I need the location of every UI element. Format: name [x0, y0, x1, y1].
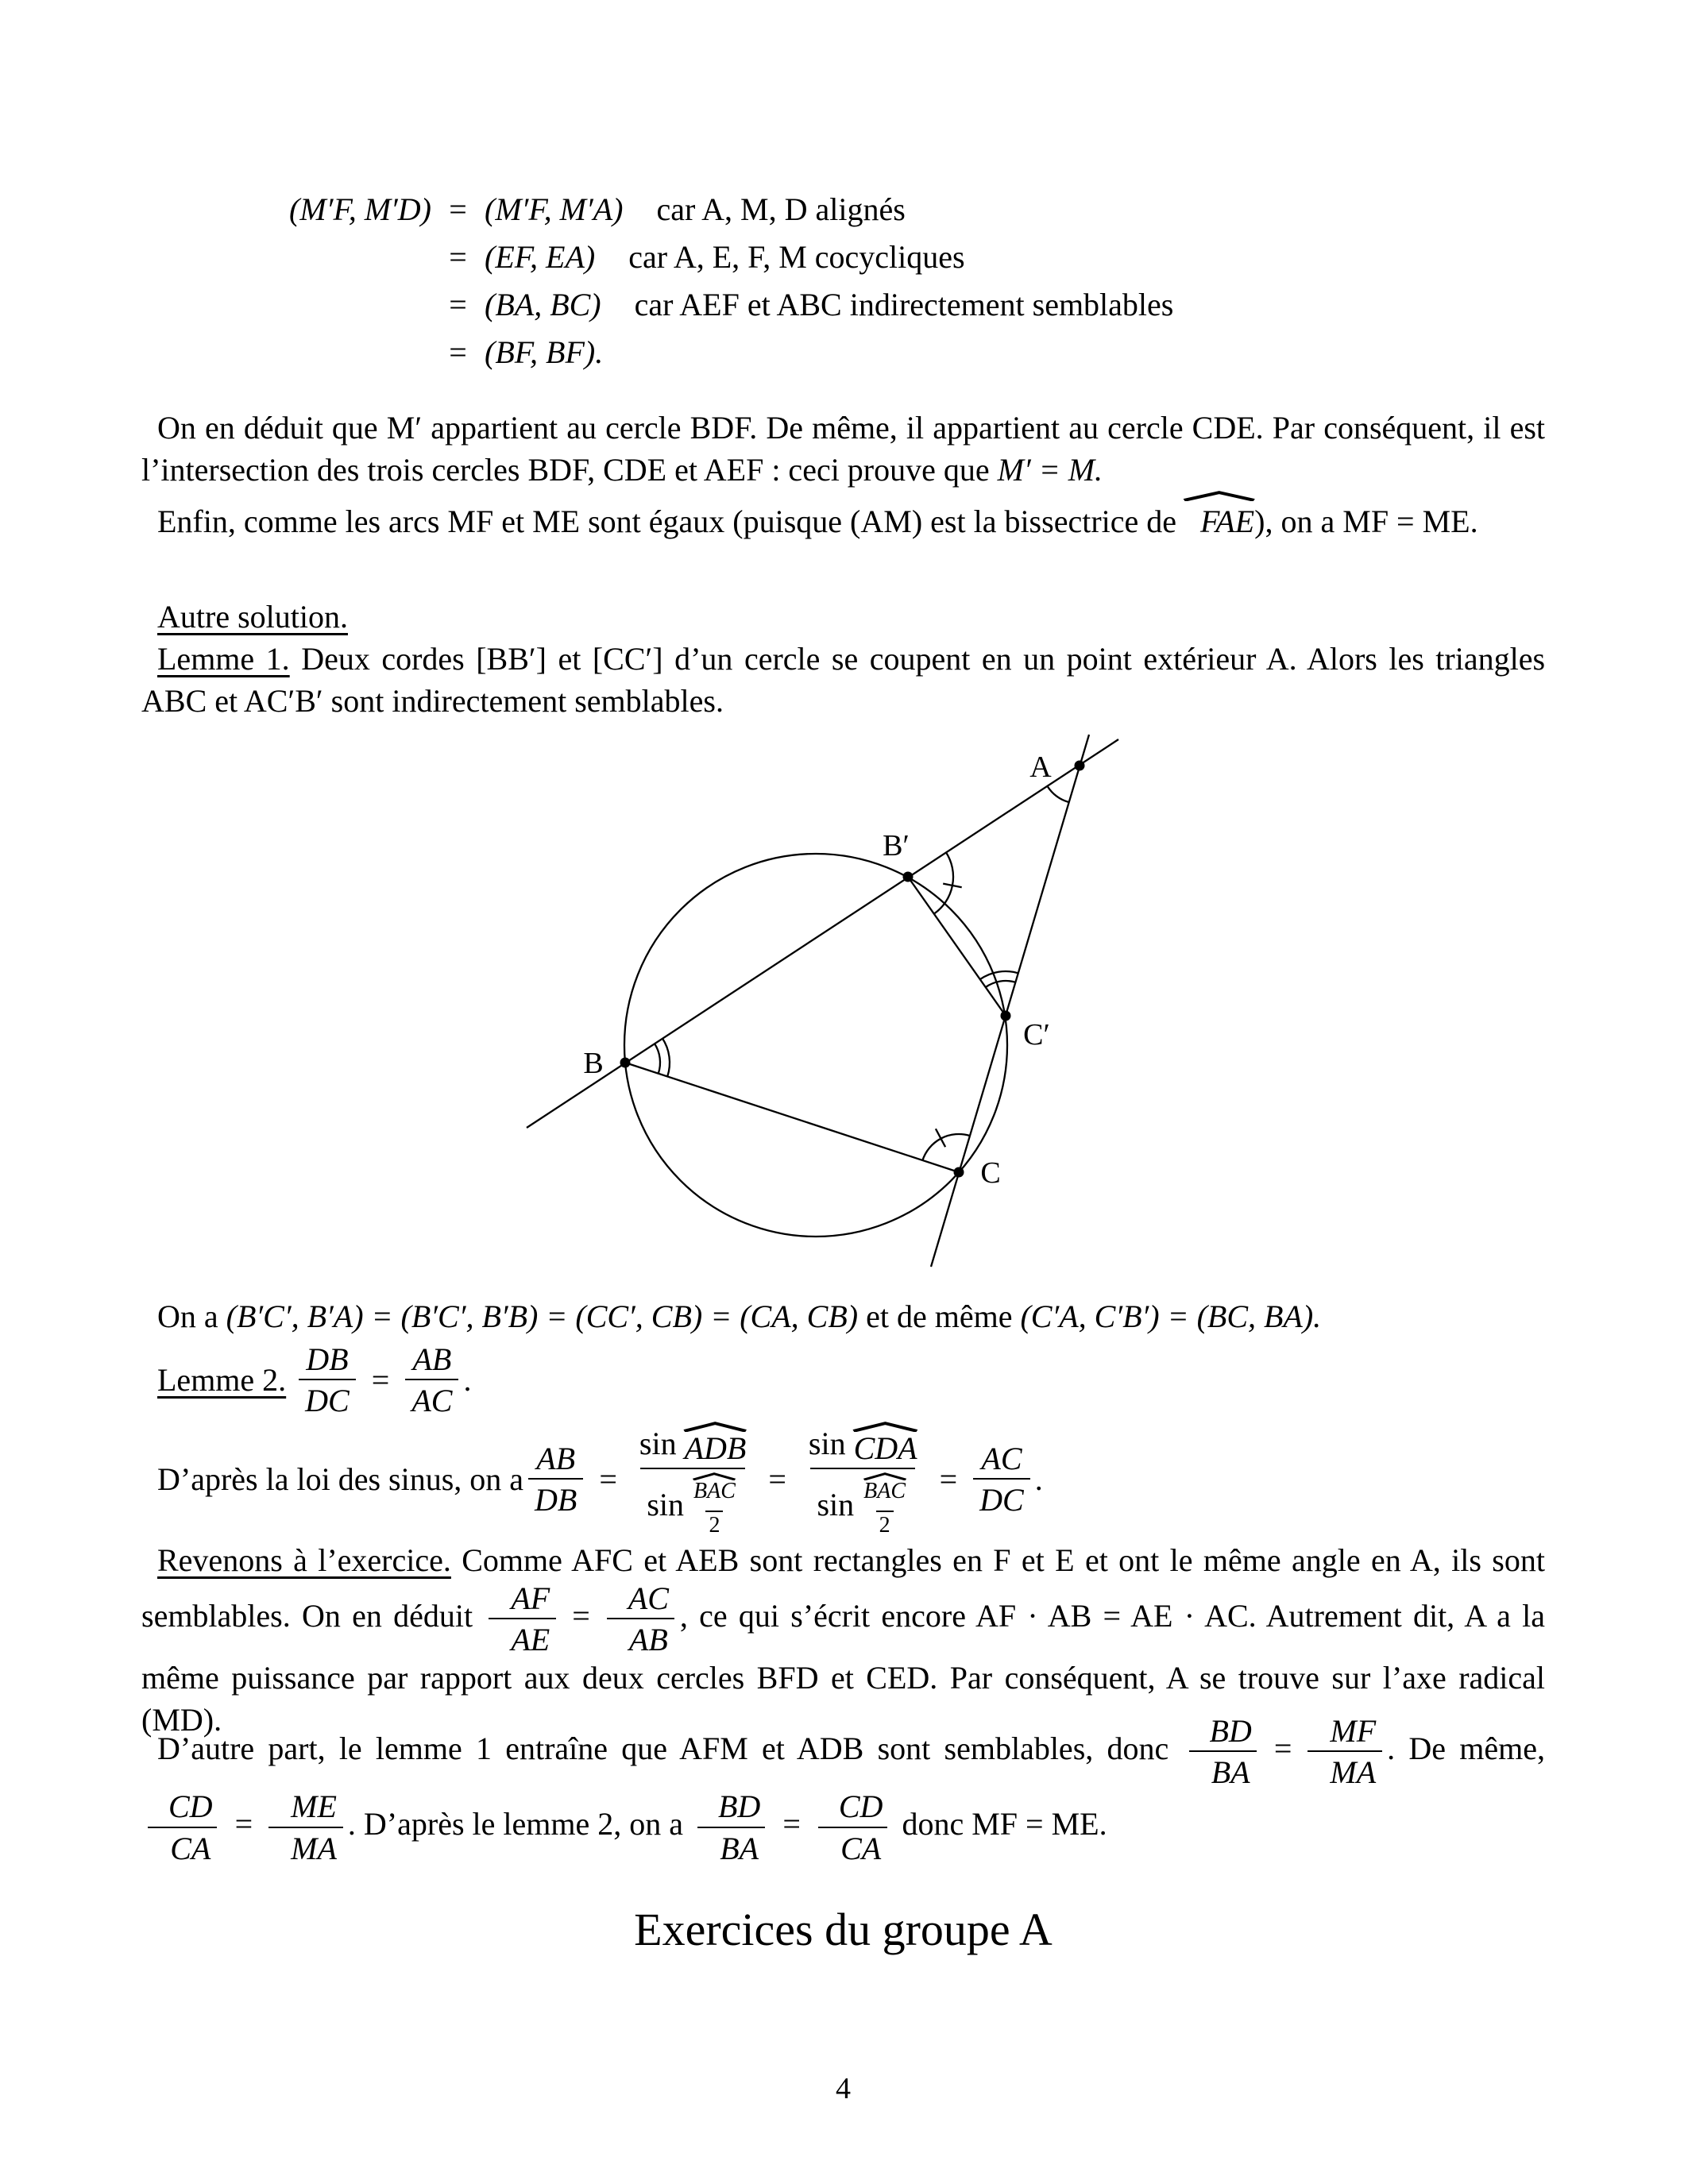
- autre-solution-label: Autre solution.: [157, 599, 348, 635]
- equals-sign: =: [449, 191, 467, 227]
- equation-lhs: (M′F, M′D): [289, 191, 431, 227]
- equation-row: [141, 238, 1545, 286]
- point-label-c: C: [980, 1156, 1001, 1190]
- geometry-figure: [477, 713, 1192, 1277]
- equation-block: [141, 191, 1545, 381]
- point-label-b: B: [583, 1047, 604, 1080]
- fraction-db-dc: $\frac{DB}{DC}$: [299, 1342, 356, 1418]
- angle-arc-b-outer: [662, 1038, 670, 1076]
- paragraph-text: . De même,: [1387, 1730, 1546, 1766]
- equation-rhs: (M′F, M′A): [485, 191, 624, 227]
- point-b: [620, 1058, 631, 1068]
- paragraph-text: , ce qui s’écrit encore AF · AB = AE · AC. Autrement dit, A a la même puissance par rapport aux deux cercles BFD et CED. Par conséquent, A se trouve sur l’axe radical (MD).: [141, 1597, 1545, 1738]
- angle-fae: FAE: [1184, 491, 1254, 542]
- angle-arc-cprime-outer: [980, 971, 1018, 979]
- lemme2-line: [141, 1342, 1545, 1418]
- fraction-sin-cda: sin CDA sin BAC 2: [802, 1422, 924, 1537]
- paragraph-text: Comme AFC et AEB sont rectangles en F et E et ont le même angle en A, ils sont semblables. On en déduit: [141, 1542, 1545, 1634]
- fraction-me-ma: $\frac{ME}{MA}$: [268, 1789, 343, 1865]
- fraction-ac-dc: $\frac{AC}{DC}$: [973, 1441, 1030, 1517]
- equals-sign: =: [599, 1461, 617, 1497]
- fraction-bac-2: BAC 2: [690, 1472, 739, 1537]
- equals-sign: =: [939, 1461, 958, 1497]
- equals-sign: =: [234, 1806, 253, 1843]
- section-heading: Exercices du groupe A: [634, 1904, 1053, 1955]
- angle-arc-a: [1048, 786, 1069, 802]
- equation-rhs: (BF, BF).: [485, 334, 604, 370]
- circle: [624, 854, 1007, 1237]
- paragraph-text: D’autre part, le lemme 1 entraîne que AFM et ADB sont semblables, donc: [157, 1730, 1183, 1766]
- chord-bprime-cprime: [908, 877, 1006, 1016]
- equals-sign: =: [782, 1806, 801, 1843]
- fraction-ab-db: $\frac{AB}{DB}$: [528, 1441, 583, 1517]
- fraction-sin-adb: sin ADB sin BAC 2: [633, 1422, 752, 1537]
- widehat-icon: [682, 1422, 747, 1432]
- paragraph-revenons: [141, 1539, 1545, 1741]
- equals-sign: =: [768, 1461, 786, 1497]
- paragraph-text: et de même: [858, 1298, 1021, 1334]
- equation-rhs: (BA, BC): [485, 287, 601, 322]
- paragraph-text: Enfin, comme les arcs MF et ME sont égaux (puisque (AM) est la bissectrice de: [157, 504, 1185, 539]
- angle-arc-b-inner: [655, 1044, 660, 1074]
- angle-cda: CDA: [854, 1422, 917, 1465]
- paragraph-lemme1: [141, 638, 1545, 722]
- point-label-b-prime: B′: [883, 829, 910, 862]
- point-label-c-prime: C′: [1023, 1018, 1050, 1051]
- equals-sign: =: [449, 239, 467, 275]
- fraction-cd-ca: $\frac{CD}{CA}$: [817, 1789, 890, 1865]
- fraction-ac-ab: $\frac{AC}{AB}$: [606, 1581, 675, 1657]
- paragraph-text: . D’après le lemme 2, on a: [347, 1806, 691, 1843]
- paragraph-text: On a: [157, 1298, 226, 1334]
- page-number: 4: [836, 2072, 851, 2105]
- equation-note: car AEF et ABC indirectement semblables: [634, 287, 1174, 322]
- angle-arc-c: [922, 1134, 969, 1160]
- paragraph-deduction: [141, 407, 1545, 491]
- fraction-bac-2: BAC 2: [860, 1472, 909, 1537]
- fraction-cd-ca: $\frac{CD}{CA}$: [146, 1789, 219, 1865]
- angle-bac: BAC: [863, 1472, 906, 1503]
- lemme2-label: Lemme 2.: [157, 1362, 287, 1399]
- inline-math: (B′C′, B′A) = (B′C′, B′B) = (CC′, CB) = (CA, CB): [226, 1298, 859, 1334]
- fraction-af-ae: $\frac{AF}{AE}$: [489, 1581, 556, 1657]
- paragraph-text: D’après la loi des sinus, on a: [157, 1461, 524, 1497]
- autre-solution-line: [141, 596, 1545, 638]
- inline-math: (C′A, C′B′) = (BC, BA).: [1020, 1298, 1322, 1334]
- equals-sign: =: [572, 1597, 590, 1634]
- point-b-prime: [903, 872, 914, 882]
- chord-b-c: [625, 1063, 959, 1172]
- equals-sign: =: [1273, 1730, 1292, 1766]
- equation-note: car A, M, D alignés: [656, 191, 906, 227]
- equals-sign: =: [371, 1362, 390, 1399]
- equation-note: car A, E, F, M cocycliques: [628, 239, 965, 275]
- point-a: [1075, 761, 1085, 771]
- secant-cc-prime: [931, 735, 1089, 1267]
- point-label-a: A: [1029, 751, 1052, 784]
- paragraph-arcs: [141, 491, 1545, 542]
- widehat-icon: [1182, 491, 1256, 501]
- equals-sign: =: [449, 334, 467, 370]
- paragraph-dautre: [141, 1714, 1545, 1866]
- paragraph-text: On en déduit que M′ appartient au cercle BDF. De même, il appartient au cercle CDE. Par conséquent, il est l’intersection des trois cercles BDF, CDE et AEF : ceci prouve que: [141, 410, 1545, 488]
- equation-row: [141, 191, 1545, 238]
- paragraph-text: Deux cordes [BB′] et [CC′] d’un cercle se coupent en un point extérieur A. Alors les triangles ABC et AC′B′ sont indirectement semblables.: [141, 641, 1546, 719]
- paragraph-text: donc MF = ME.: [894, 1806, 1107, 1843]
- paragraph-ona: [141, 1295, 1545, 1337]
- point-c: [954, 1167, 964, 1178]
- fraction-bd-ba: $\frac{BD}{BA}$: [696, 1789, 767, 1865]
- widehat-icon: [852, 1422, 919, 1432]
- period: .: [463, 1362, 472, 1399]
- fraction-mf-ma: $\frac{MF}{MA}$: [1308, 1714, 1382, 1789]
- point-c-prime: [1001, 1011, 1011, 1021]
- revenons-label: Revenons à l’exercice.: [157, 1542, 451, 1578]
- fraction-ab-ac: $\frac{AB}{AC}$: [405, 1342, 458, 1418]
- equation-rhs: (EF, EA): [485, 239, 596, 275]
- fraction-bd-ba: $\frac{BD}{BA}$: [1188, 1714, 1258, 1789]
- equation-row: [141, 286, 1545, 334]
- paragraph-text: ), on a MF = ME.: [1254, 504, 1478, 539]
- period: .: [1034, 1461, 1043, 1497]
- widehat-icon: [863, 1472, 907, 1480]
- lemme1-label: Lemme 1.: [157, 641, 290, 677]
- angle-arc-cprime-inner: [986, 981, 1016, 987]
- angle-bac: BAC: [693, 1472, 736, 1503]
- equals-sign: =: [449, 287, 467, 322]
- angle-adb: ADB: [685, 1422, 747, 1465]
- inline-math: M′ = M.: [997, 452, 1103, 488]
- widehat-icon: [692, 1472, 736, 1480]
- sinus-line: [141, 1422, 1545, 1537]
- equation-row: [141, 334, 1545, 381]
